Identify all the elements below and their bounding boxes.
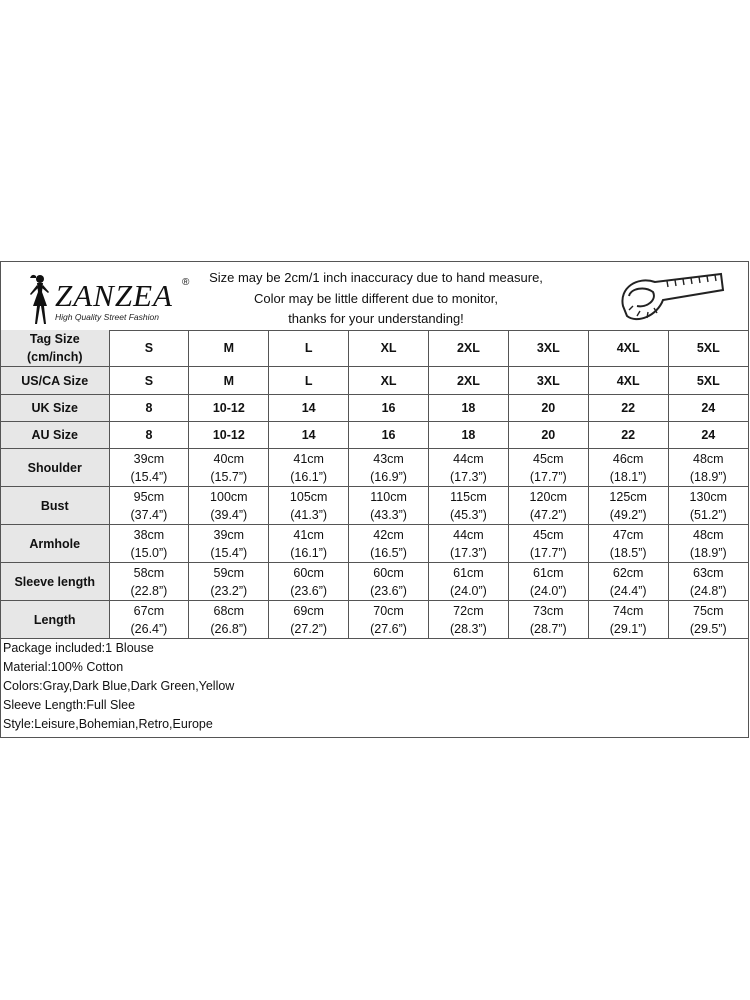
cell-inch: (22.8”) bbox=[130, 583, 168, 598]
table-cell bbox=[508, 449, 588, 487]
table-cell bbox=[588, 525, 668, 563]
cell-inch: (28.3”) bbox=[450, 621, 487, 636]
cell-cm: 42cm bbox=[373, 527, 404, 542]
table-cell: 2XL bbox=[429, 330, 509, 367]
table-row bbox=[1, 563, 748, 601]
table-cell bbox=[109, 487, 189, 525]
table-cell: 18 bbox=[429, 395, 509, 422]
cell-inch: (18.9”) bbox=[689, 545, 727, 560]
table-cell bbox=[508, 563, 588, 601]
row-label bbox=[1, 487, 109, 525]
registered-mark: ® bbox=[182, 277, 190, 288]
row-label-line: Armhole bbox=[29, 536, 81, 551]
table-cell: 22 bbox=[588, 422, 668, 449]
cell-inch: (18.9”) bbox=[689, 469, 727, 484]
woman-silhouette-icon bbox=[25, 272, 53, 328]
cell-inch: (15.0”) bbox=[130, 545, 168, 560]
table-cell bbox=[349, 563, 429, 601]
cell-cm: 48cm bbox=[693, 527, 724, 542]
cell-cm: 43cm bbox=[373, 451, 404, 466]
cell-cm: 115cm bbox=[450, 489, 487, 504]
cell-cm: 39cm bbox=[133, 451, 165, 466]
cell-inch: (24.0”) bbox=[529, 583, 567, 598]
size-chart-sheet bbox=[0, 261, 749, 738]
cell-inch: (49.2”) bbox=[609, 507, 647, 522]
table-cell bbox=[508, 601, 588, 639]
table-cell bbox=[349, 449, 429, 487]
table-row bbox=[1, 449, 748, 487]
cell-cm: 72cm bbox=[453, 603, 484, 618]
cell-cm: 60cm bbox=[373, 565, 404, 580]
cell-inch: (24.4”) bbox=[609, 583, 647, 598]
table-row bbox=[1, 487, 748, 525]
table-cell bbox=[429, 449, 509, 487]
cell-inch: (51.2”) bbox=[689, 507, 727, 522]
cell-cm: 58cm bbox=[133, 565, 165, 580]
table-cell: 18 bbox=[429, 422, 509, 449]
table-cell bbox=[668, 525, 748, 563]
table-cell: 2XL bbox=[429, 367, 509, 395]
table-cell bbox=[189, 487, 269, 525]
cell-cm: 120cm bbox=[529, 489, 568, 504]
cell-cm: 40cm bbox=[213, 451, 245, 466]
table-cell bbox=[429, 563, 509, 601]
cell-inch: (29.5”) bbox=[689, 621, 727, 636]
table-cell bbox=[189, 449, 269, 487]
table-cell bbox=[508, 525, 588, 563]
cell-inch: (18.1”) bbox=[609, 469, 647, 484]
table-cell bbox=[109, 525, 189, 563]
table-cell: XL bbox=[349, 367, 429, 395]
size-table bbox=[1, 330, 748, 639]
size-chart-header bbox=[1, 262, 748, 331]
cell-cm: 125cm bbox=[609, 489, 647, 504]
cell-inch: (17.7”) bbox=[529, 469, 567, 484]
cell-cm: 110cm bbox=[370, 489, 407, 504]
cell-cm: 130cm bbox=[689, 489, 728, 504]
table-cell: 10-12 bbox=[189, 395, 269, 422]
table-cell bbox=[109, 601, 189, 639]
cell-cm: 67cm bbox=[133, 603, 165, 618]
cell-inch: (17.3”) bbox=[450, 469, 487, 484]
cell-inch: (15.4”) bbox=[130, 469, 168, 484]
row-label bbox=[1, 525, 109, 563]
row-label-line: Length bbox=[33, 612, 76, 627]
cell-inch: (23.6”) bbox=[370, 583, 407, 598]
size-table-body bbox=[1, 330, 748, 639]
cell-inch: (29.1”) bbox=[609, 621, 647, 636]
table-cell: L bbox=[269, 330, 349, 367]
cell-cm: 100cm bbox=[210, 489, 248, 504]
cell-inch: (28.7”) bbox=[529, 621, 567, 636]
cell-inch: (16.9”) bbox=[370, 469, 407, 484]
cell-cm: 69cm bbox=[293, 603, 324, 618]
brand-tagline: High Quality Street Fashion bbox=[55, 312, 159, 322]
table-cell bbox=[668, 563, 748, 601]
table-cell: 8 bbox=[109, 422, 189, 449]
cell-cm: 61cm bbox=[533, 565, 564, 580]
table-cell: 16 bbox=[349, 422, 429, 449]
note-colors: Colors:Gray,Dark Blue,Dark Green,Yellow bbox=[3, 679, 235, 693]
cell-cm: 46cm bbox=[612, 451, 644, 466]
table-cell bbox=[269, 601, 349, 639]
measurement-notice bbox=[191, 268, 561, 330]
table-cell: M bbox=[189, 330, 269, 367]
row-label bbox=[1, 367, 109, 395]
cell-cm: 62cm bbox=[612, 565, 644, 580]
table-cell bbox=[668, 487, 748, 525]
row-label bbox=[1, 395, 109, 422]
cell-cm: 47cm bbox=[612, 527, 644, 542]
table-cell bbox=[349, 601, 429, 639]
cell-cm: 38cm bbox=[133, 527, 165, 542]
brand-logo bbox=[25, 268, 205, 328]
table-cell bbox=[189, 525, 269, 563]
cell-inch: (15.7”) bbox=[210, 469, 248, 484]
table-cell bbox=[668, 449, 748, 487]
table-row bbox=[1, 422, 748, 449]
table-cell: 20 bbox=[508, 422, 588, 449]
table-cell bbox=[668, 601, 748, 639]
table-cell bbox=[109, 449, 189, 487]
product-notes bbox=[1, 639, 748, 734]
cell-inch: (24.0”) bbox=[450, 583, 487, 598]
table-cell: 24 bbox=[668, 395, 748, 422]
note-package: Package included:1 Blouse bbox=[3, 641, 154, 655]
cell-cm: 45cm bbox=[533, 451, 564, 466]
cell-cm: 41cm bbox=[293, 527, 324, 542]
table-cell bbox=[189, 563, 269, 601]
table-cell: 8 bbox=[109, 395, 189, 422]
measuring-tape-icon bbox=[617, 266, 727, 326]
cell-inch: (16.5”) bbox=[370, 545, 407, 560]
table-cell: 5XL bbox=[668, 367, 748, 395]
cell-cm: 61cm bbox=[453, 565, 484, 580]
table-cell: 14 bbox=[269, 395, 349, 422]
table-row bbox=[1, 601, 748, 639]
table-row bbox=[1, 330, 748, 367]
note-sleeve-length: Sleeve Length:Full Slee bbox=[3, 698, 136, 712]
cell-cm: 60cm bbox=[293, 565, 324, 580]
table-cell: S bbox=[109, 367, 189, 395]
row-label-line: AU Size bbox=[31, 428, 79, 442]
table-cell: 4XL bbox=[588, 330, 668, 367]
row-label-line: Sleeve length bbox=[14, 574, 96, 589]
cell-cm: 59cm bbox=[213, 565, 245, 580]
cell-cm: 63cm bbox=[693, 565, 724, 580]
table-cell bbox=[269, 449, 349, 487]
cell-inch: (47.2”) bbox=[529, 507, 567, 522]
table-cell: 20 bbox=[508, 395, 588, 422]
cell-cm: 45cm bbox=[533, 527, 564, 542]
cell-inch: (16.1”) bbox=[290, 545, 328, 560]
cell-cm: 68cm bbox=[213, 603, 245, 618]
cell-inch: (27.6”) bbox=[370, 621, 407, 636]
cell-cm: 73cm bbox=[533, 603, 564, 618]
table-row bbox=[1, 395, 748, 422]
table-cell bbox=[269, 563, 349, 601]
cell-cm: 105cm bbox=[289, 489, 328, 504]
table-cell bbox=[429, 525, 509, 563]
row-label bbox=[1, 563, 109, 601]
cell-inch: (26.4”) bbox=[130, 621, 168, 636]
cell-cm: 74cm bbox=[612, 603, 644, 618]
table-cell: S bbox=[109, 330, 189, 367]
cell-inch: (24.8”) bbox=[689, 583, 727, 598]
cell-inch: (27.2”) bbox=[290, 621, 328, 636]
cell-cm: 95cm bbox=[133, 489, 165, 504]
row-label-line: Tag Size bbox=[29, 332, 80, 346]
cell-cm: 39cm bbox=[213, 527, 245, 542]
table-cell: XL bbox=[349, 330, 429, 367]
table-cell: 14 bbox=[269, 422, 349, 449]
cell-inch: (18.5”) bbox=[609, 545, 647, 560]
row-label-line: (cm/inch) bbox=[26, 350, 83, 364]
table-cell: 4XL bbox=[588, 367, 668, 395]
cell-cm: 75cm bbox=[693, 603, 724, 618]
cell-inch: (41.3”) bbox=[290, 507, 328, 522]
table-cell bbox=[588, 487, 668, 525]
table-cell bbox=[508, 487, 588, 525]
note-style: Style:Leisure,Bohemian,Retro,Europe bbox=[3, 717, 213, 731]
note-material: Material:100% Cotton bbox=[3, 660, 124, 674]
cell-inch: (17.3”) bbox=[450, 545, 487, 560]
row-label bbox=[1, 422, 109, 449]
table-cell bbox=[269, 487, 349, 525]
brand-name: ZANZEA bbox=[55, 278, 173, 313]
table-cell: 3XL bbox=[508, 367, 588, 395]
table-cell bbox=[109, 563, 189, 601]
row-label bbox=[1, 601, 109, 639]
cell-inch: (39.4”) bbox=[210, 507, 248, 522]
cell-inch: (23.6”) bbox=[290, 583, 328, 598]
cell-inch: (17.7”) bbox=[529, 545, 567, 560]
row-label-line: Shoulder bbox=[27, 460, 82, 475]
cell-inch: (26.8”) bbox=[210, 621, 248, 636]
notice-line: Size may be 2cm/1 inch inaccuracy due to hand measure, bbox=[209, 270, 543, 285]
table-cell: 16 bbox=[349, 395, 429, 422]
table-cell bbox=[429, 601, 509, 639]
table-cell bbox=[349, 525, 429, 563]
cell-cm: 41cm bbox=[293, 451, 324, 466]
cell-inch: (15.4”) bbox=[210, 545, 248, 560]
cell-inch: (43.3”) bbox=[370, 507, 407, 522]
table-cell: 3XL bbox=[508, 330, 588, 367]
table-cell bbox=[429, 487, 509, 525]
table-cell bbox=[349, 487, 429, 525]
cell-cm: 44cm bbox=[453, 527, 484, 542]
cell-inch: (23.2”) bbox=[210, 583, 248, 598]
notice-line: Color may be little different due to monitor, bbox=[254, 290, 498, 306]
table-cell bbox=[588, 449, 668, 487]
table-cell bbox=[189, 601, 269, 639]
row-label bbox=[1, 449, 109, 487]
table-cell: M bbox=[189, 367, 269, 395]
table-cell: 5XL bbox=[668, 330, 748, 367]
cell-cm: 70cm bbox=[373, 603, 404, 618]
cell-cm: 48cm bbox=[693, 451, 724, 466]
row-label bbox=[1, 330, 109, 367]
table-row bbox=[1, 525, 748, 563]
cell-inch: (37.4”) bbox=[130, 507, 168, 522]
table-cell: 22 bbox=[588, 395, 668, 422]
cell-inch: (16.1”) bbox=[290, 469, 328, 484]
row-label-line: Bust bbox=[40, 498, 69, 513]
table-cell: 24 bbox=[668, 422, 748, 449]
table-cell: L bbox=[269, 367, 349, 395]
table-cell: 10-12 bbox=[189, 422, 269, 449]
table-row bbox=[1, 367, 748, 395]
row-label-line: UK Size bbox=[31, 401, 79, 415]
notice-line: thanks for your understanding! bbox=[288, 311, 464, 326]
table-cell bbox=[588, 563, 668, 601]
table-cell bbox=[588, 601, 668, 639]
cell-cm: 44cm bbox=[453, 451, 484, 466]
cell-inch: (45.3”) bbox=[450, 507, 487, 522]
table-cell bbox=[269, 525, 349, 563]
row-label-line: US/CA Size bbox=[21, 373, 89, 388]
